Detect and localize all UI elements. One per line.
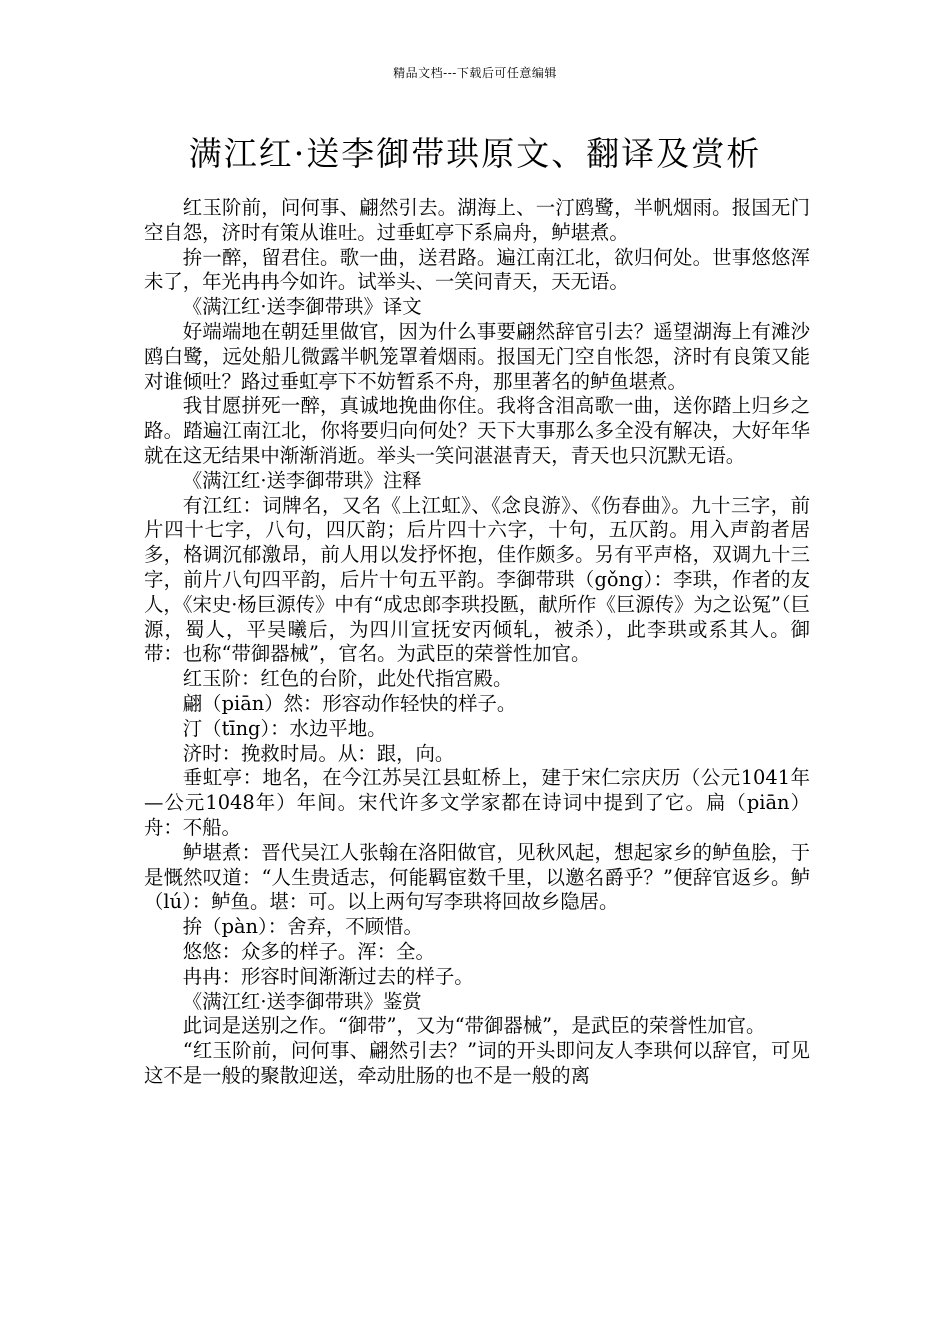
poem-stanza-2: 拚一醉，留君住。歌一曲，送君路。遍江南江北，欲归何处。世事悠悠浑未了，年光冉冉今如许。试举头、一笑问青天，天无语。 <box>144 245 810 294</box>
appreciation-paragraph: 此词是送别之作。“御带”，又为“带御器械”，是武臣的荣誉性加官。 <box>182 1014 766 1038</box>
note-paragraph: 鲈堪煮：晋代吴江人张翰在洛阳做官，见秋风起，想起家乡的鲈鱼脍，于是慨然叹道：“人生贵适志，何能羁宦数千里，以邀名爵乎？”便辞官返乡。鲈（lú）：鲈鱼。堪：可。以上两句写李珙将回故乡隐居。 <box>144 840 810 914</box>
note-paragraph: 有江红：词牌名，又名《上江虹》、《念良游》、《伤春曲》。九十三字，前片四十七字，八句，四仄韵；后片四十六字，十句，五仄韵。用入声韵者居多，格调沉郁激昂，前人用以发抒怀抱，佳作颇多。另有平声格，双调九十三字，前片八句四平韵，后片十句五平韵。李御带珙（gǒng）：李珙，作者的友人，《宋史·杨巨源传》中有“成忠郎李珙投匦，献所作《巨源传》为之讼冤”（巨源，蜀人，平吴曦后，为四川宣抚安丙倾轧，被杀），此李珙或系其人。御带：也称“带御器械”，官名。为武臣的荣誉性加官。 <box>144 493 810 666</box>
note-paragraph: 翩（piān）然：形容动作轻快的样子。 <box>182 691 517 715</box>
note-paragraph: 垂虹亭：地名，在今江苏吴江县虹桥上，建于宋仁宗庆历（公元1041年—公元1048年）年间。宋代许多文学家都在诗词中提到了它。扁（piān）舟：不船。 <box>144 766 810 839</box>
section-heading-notes: 《满江红·送李御带珙》注释 <box>182 468 422 492</box>
translation-paragraph: 我甘愿拼死一醉，真诚地挽曲你住。我将含泪高歌一曲，送你踏上归乡之路。踏遍江南江北，你将要归向何处？天下大事那么多全没有解决，大好年华就在这无结果中渐渐消逝。举头一笑问湛湛青天，青天也只沉默无语。 <box>144 394 810 467</box>
section-heading-translation: 《满江红·送李御带珙》译文 <box>182 295 422 319</box>
section-heading-appreciation: 《满江红·送李御带珙》鉴赏 <box>182 989 422 1013</box>
note-paragraph: 拚（pàn）：舍弃，不顾惜。 <box>182 915 423 939</box>
note-paragraph: 济时：挽救时局。从：跟，向。 <box>182 741 455 765</box>
poem-stanza-1: 红玉阶前，问何事、翩然引去。湖海上、一汀鸥鹭，半帆烟雨。报国无门空自怨，济时有策从谁吐。过垂虹亭下系扁舟，鲈堪煮。 <box>144 196 810 244</box>
note-paragraph: 红玉阶：红色的台阶，此处代指宫殿。 <box>182 667 513 691</box>
appreciation-paragraph: “红玉阶前，问何事、翩然引去？”词的开头即问友人李珙何以辞官，可见这不是一般的聚散迎送，牵动肚肠的也不是一般的离 <box>144 1039 810 1087</box>
document-title: 满江红·送李御带珙原文、翻译及赏析 <box>188 134 762 173</box>
header-note: 精品文档---下载后可任意编辑 <box>393 66 557 80</box>
note-paragraph: 悠悠：众多的样子。浑：全。 <box>182 939 435 963</box>
translation-paragraph: 好端端地在朝廷里做官，因为什么事要翩然辞官引去？遥望湖海上有滩沙鸥白鹭，远处船儿微露半帆笼罩着烟雨。报国无门空自怅怨，济时有良策又能对谁倾吐？路过垂虹亭下不妨暂系不舟，那里著名的鲈鱼堪煮。 <box>144 319 810 393</box>
document-body <box>144 196 810 1089</box>
note-paragraph: 汀（tīng）：水边平地。 <box>182 716 387 740</box>
note-paragraph: 冉冉：形容时间渐渐过去的样子。 <box>182 964 474 988</box>
